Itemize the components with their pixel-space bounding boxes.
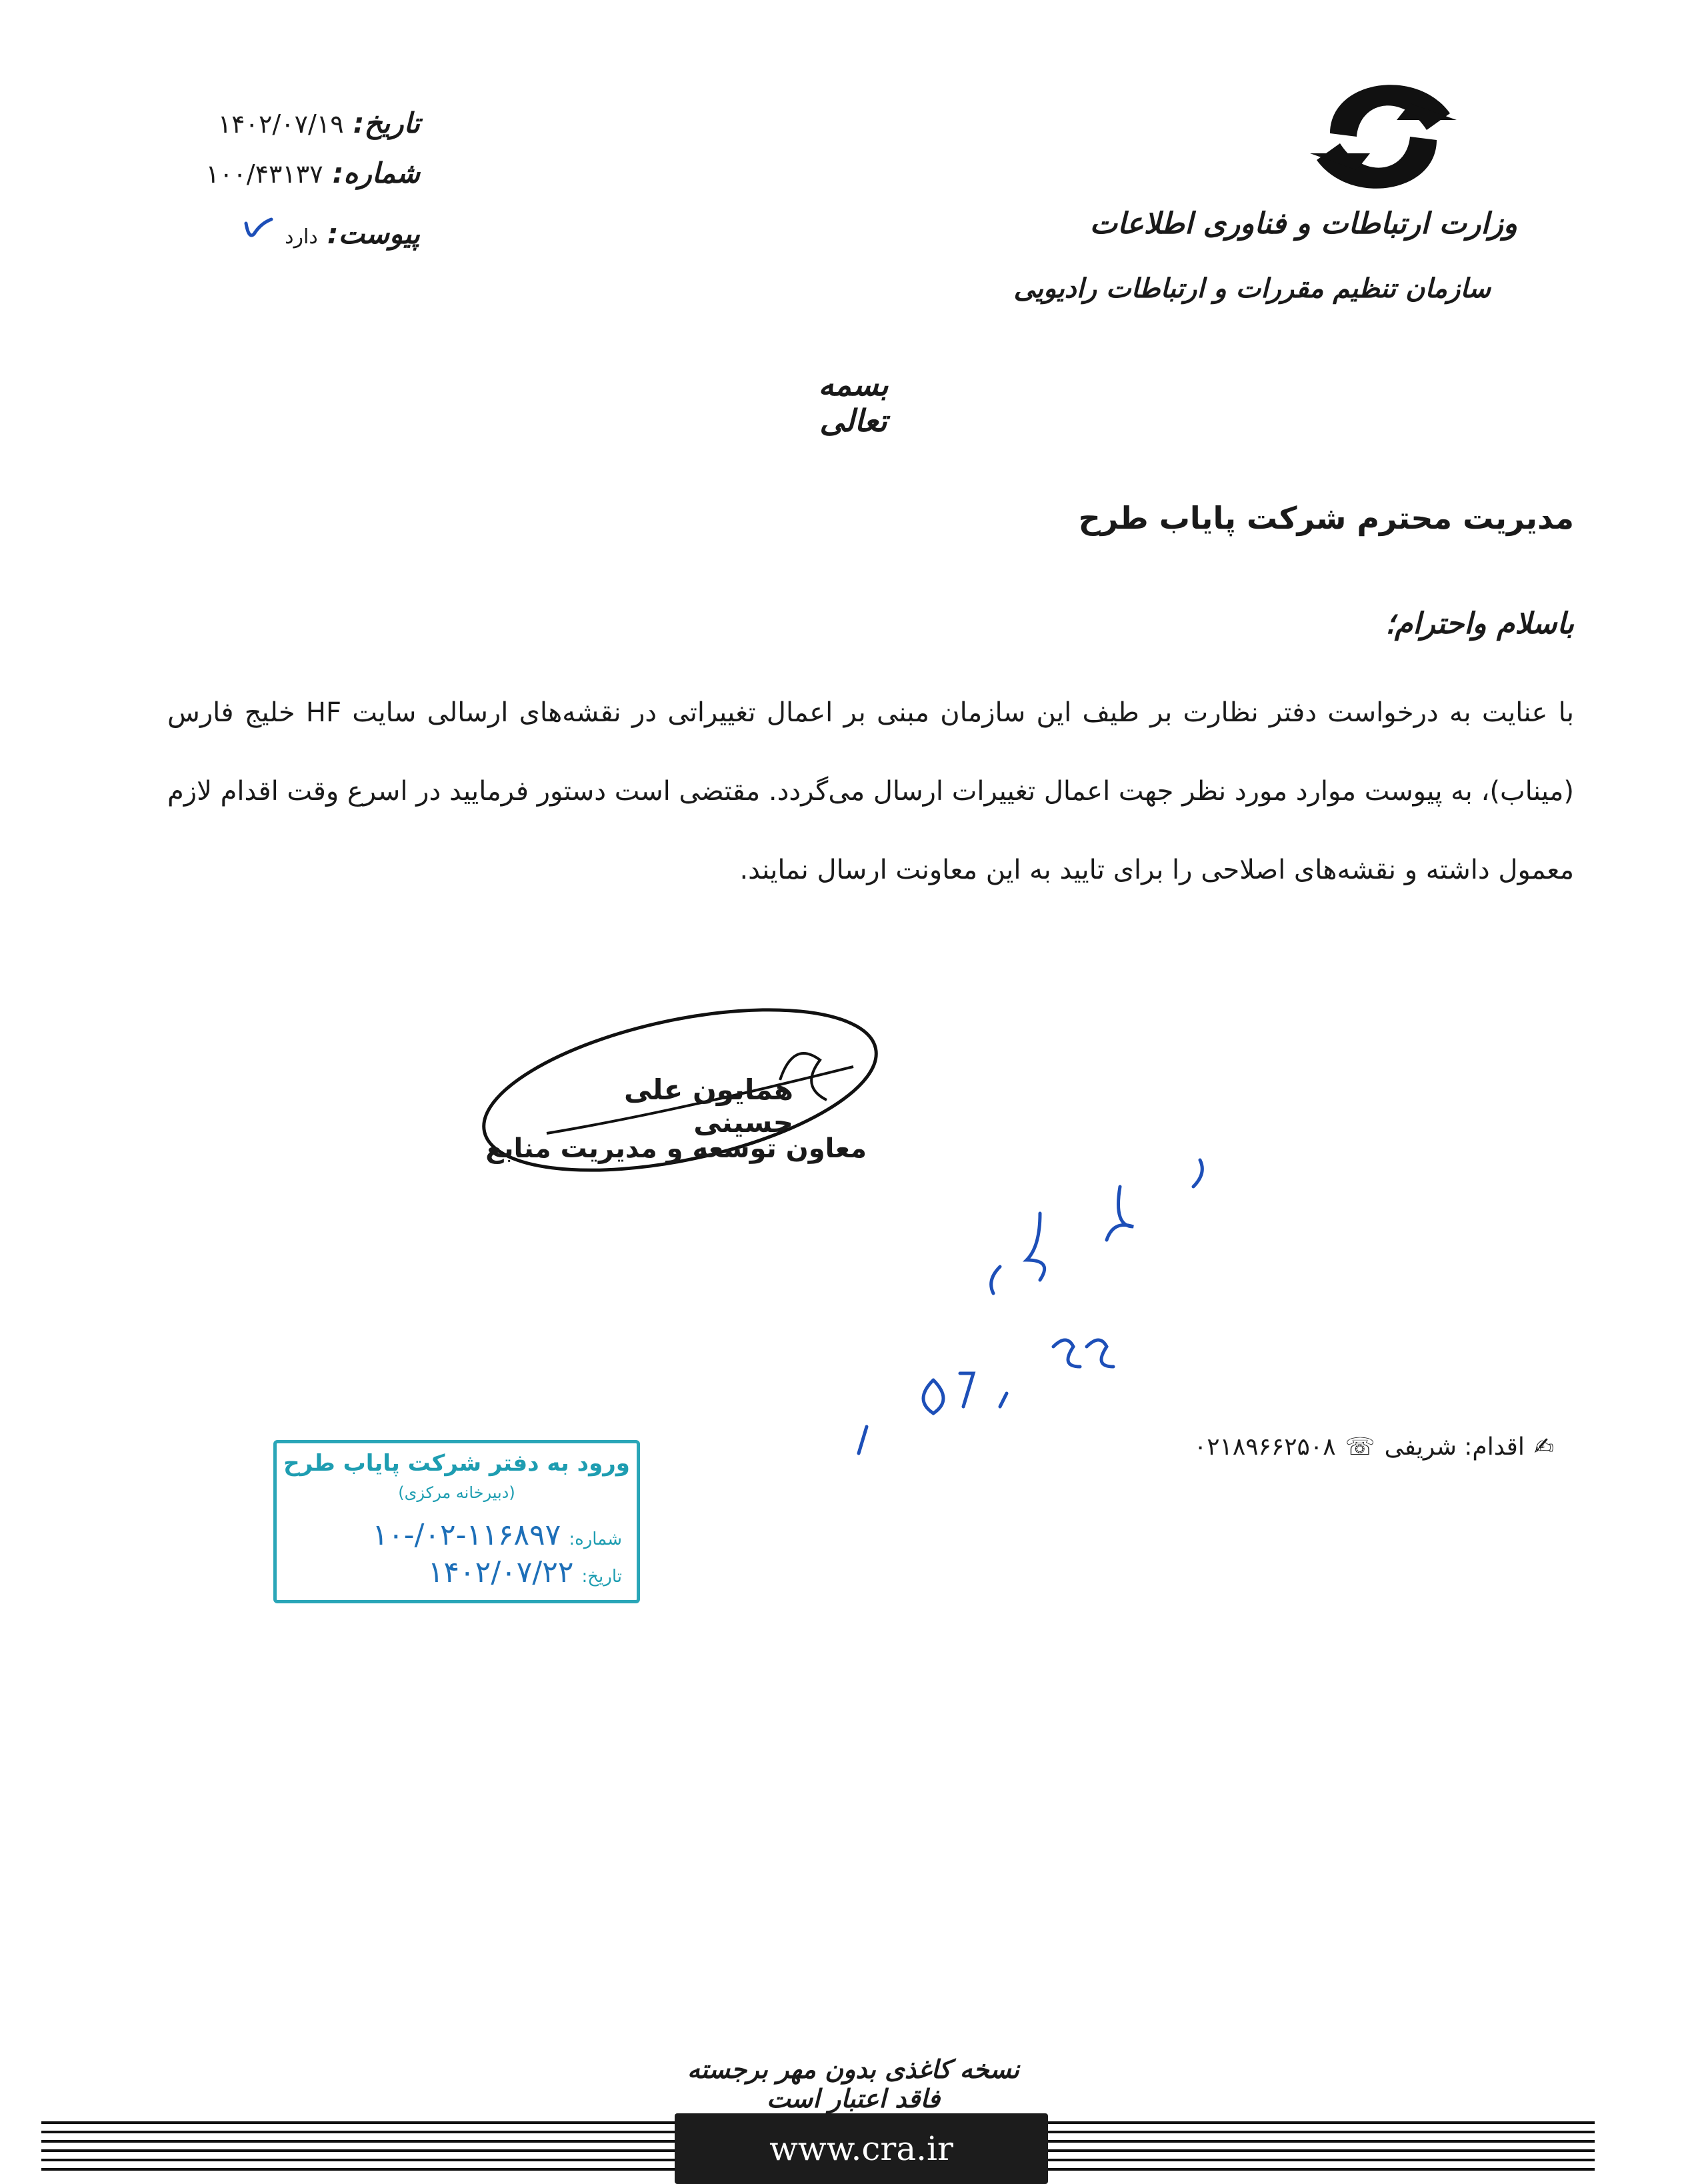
stamp-number-row <box>286 1518 622 1552</box>
action-line <box>1194 1433 1554 1461</box>
signatory-title: معاون توسعه و مدیریت منابع <box>485 1133 867 1164</box>
footer-bar <box>41 2113 1595 2175</box>
handwritten-annotation <box>840 1147 1240 1467</box>
recipient-line: مدیریت محترم شرکت پایاب طرح <box>1078 500 1574 536</box>
blue-checkmark <box>242 217 275 243</box>
stamp-number-label: شماره: <box>569 1529 622 1549</box>
receipt-stamp <box>273 1440 640 1603</box>
organization-name: سازمان تنظیم مقررات و ارتباطات رادیویی <box>1013 273 1491 304</box>
number-label: شماره: <box>332 157 420 189</box>
stamp-date-value: ۱۴۰۲/۰۷/۲۲ <box>427 1555 574 1589</box>
greeting-line: باسلام واحترام؛ <box>1385 607 1574 641</box>
action-phone: ۰۲۱۸۹۶۶۲۵۰۸ <box>1193 1433 1336 1461</box>
signatory-name: همایون علی حسینی <box>624 1073 793 1139</box>
action-text: اقدام: شریفی <box>1384 1433 1525 1461</box>
cra-logo <box>1283 53 1483 220</box>
writing-hand-icon: ✍ <box>1533 1433 1554 1461</box>
letter-body <box>167 673 1574 909</box>
stamp-title: ورود به دفتر شرکت پایاب طرح <box>283 1450 630 1477</box>
cra-logo-mark <box>1283 53 1483 220</box>
attachment-label: پیوست: <box>327 217 420 250</box>
stamp-date-row <box>286 1555 622 1589</box>
footer-validity-note: نسخه کاغذی بدون مهر برجسته فاقد اعتبار است <box>687 2055 1019 2113</box>
number-value: ۱۰۰/۴۳۱۳۷ <box>205 159 323 189</box>
attachment-value: دارد <box>285 225 318 249</box>
body-paragraph: با عنایت به درخواست دفتر نظارت بر طیف این سازمان مبنی بر اعمال تغییراتی در نقشه‌های ارسالی سایت HF خلیج فارس (میناب)، به پیوست موارد مورد نظر جهت اعمال تغییرات ارسال می‌گردد. مقتضی است دستور فرمایید در اسرع وقت اقدام لازم معمول داشته و نقشه‌های اصلاحی را برای تایید به این معاونت ارسال نمایند. <box>167 697 1574 885</box>
stamp-number-value: ۱۰-/۰۲-۱۱۶۸۹۷ <box>372 1518 561 1552</box>
date-label: تاریخ: <box>353 107 420 139</box>
stamp-date-label: تاریخ: <box>581 1567 622 1587</box>
letter-number <box>200 157 420 189</box>
letter-date <box>200 107 420 139</box>
ministry-name: وزارت ارتباطات و فناوری اطلاعات <box>1089 207 1517 241</box>
stamp-subtitle: (دبیرخانه مرکزی) <box>398 1483 515 1502</box>
footer-website-link[interactable]: www.cra.ir <box>675 2113 1048 2184</box>
letter-attachment <box>200 217 420 250</box>
bismillah-heading: بسمه تعالی <box>818 367 889 439</box>
telephone-icon: ☏ <box>1345 1433 1375 1461</box>
date-value: ۱۴۰۲/۰۷/۱۹ <box>217 109 344 139</box>
